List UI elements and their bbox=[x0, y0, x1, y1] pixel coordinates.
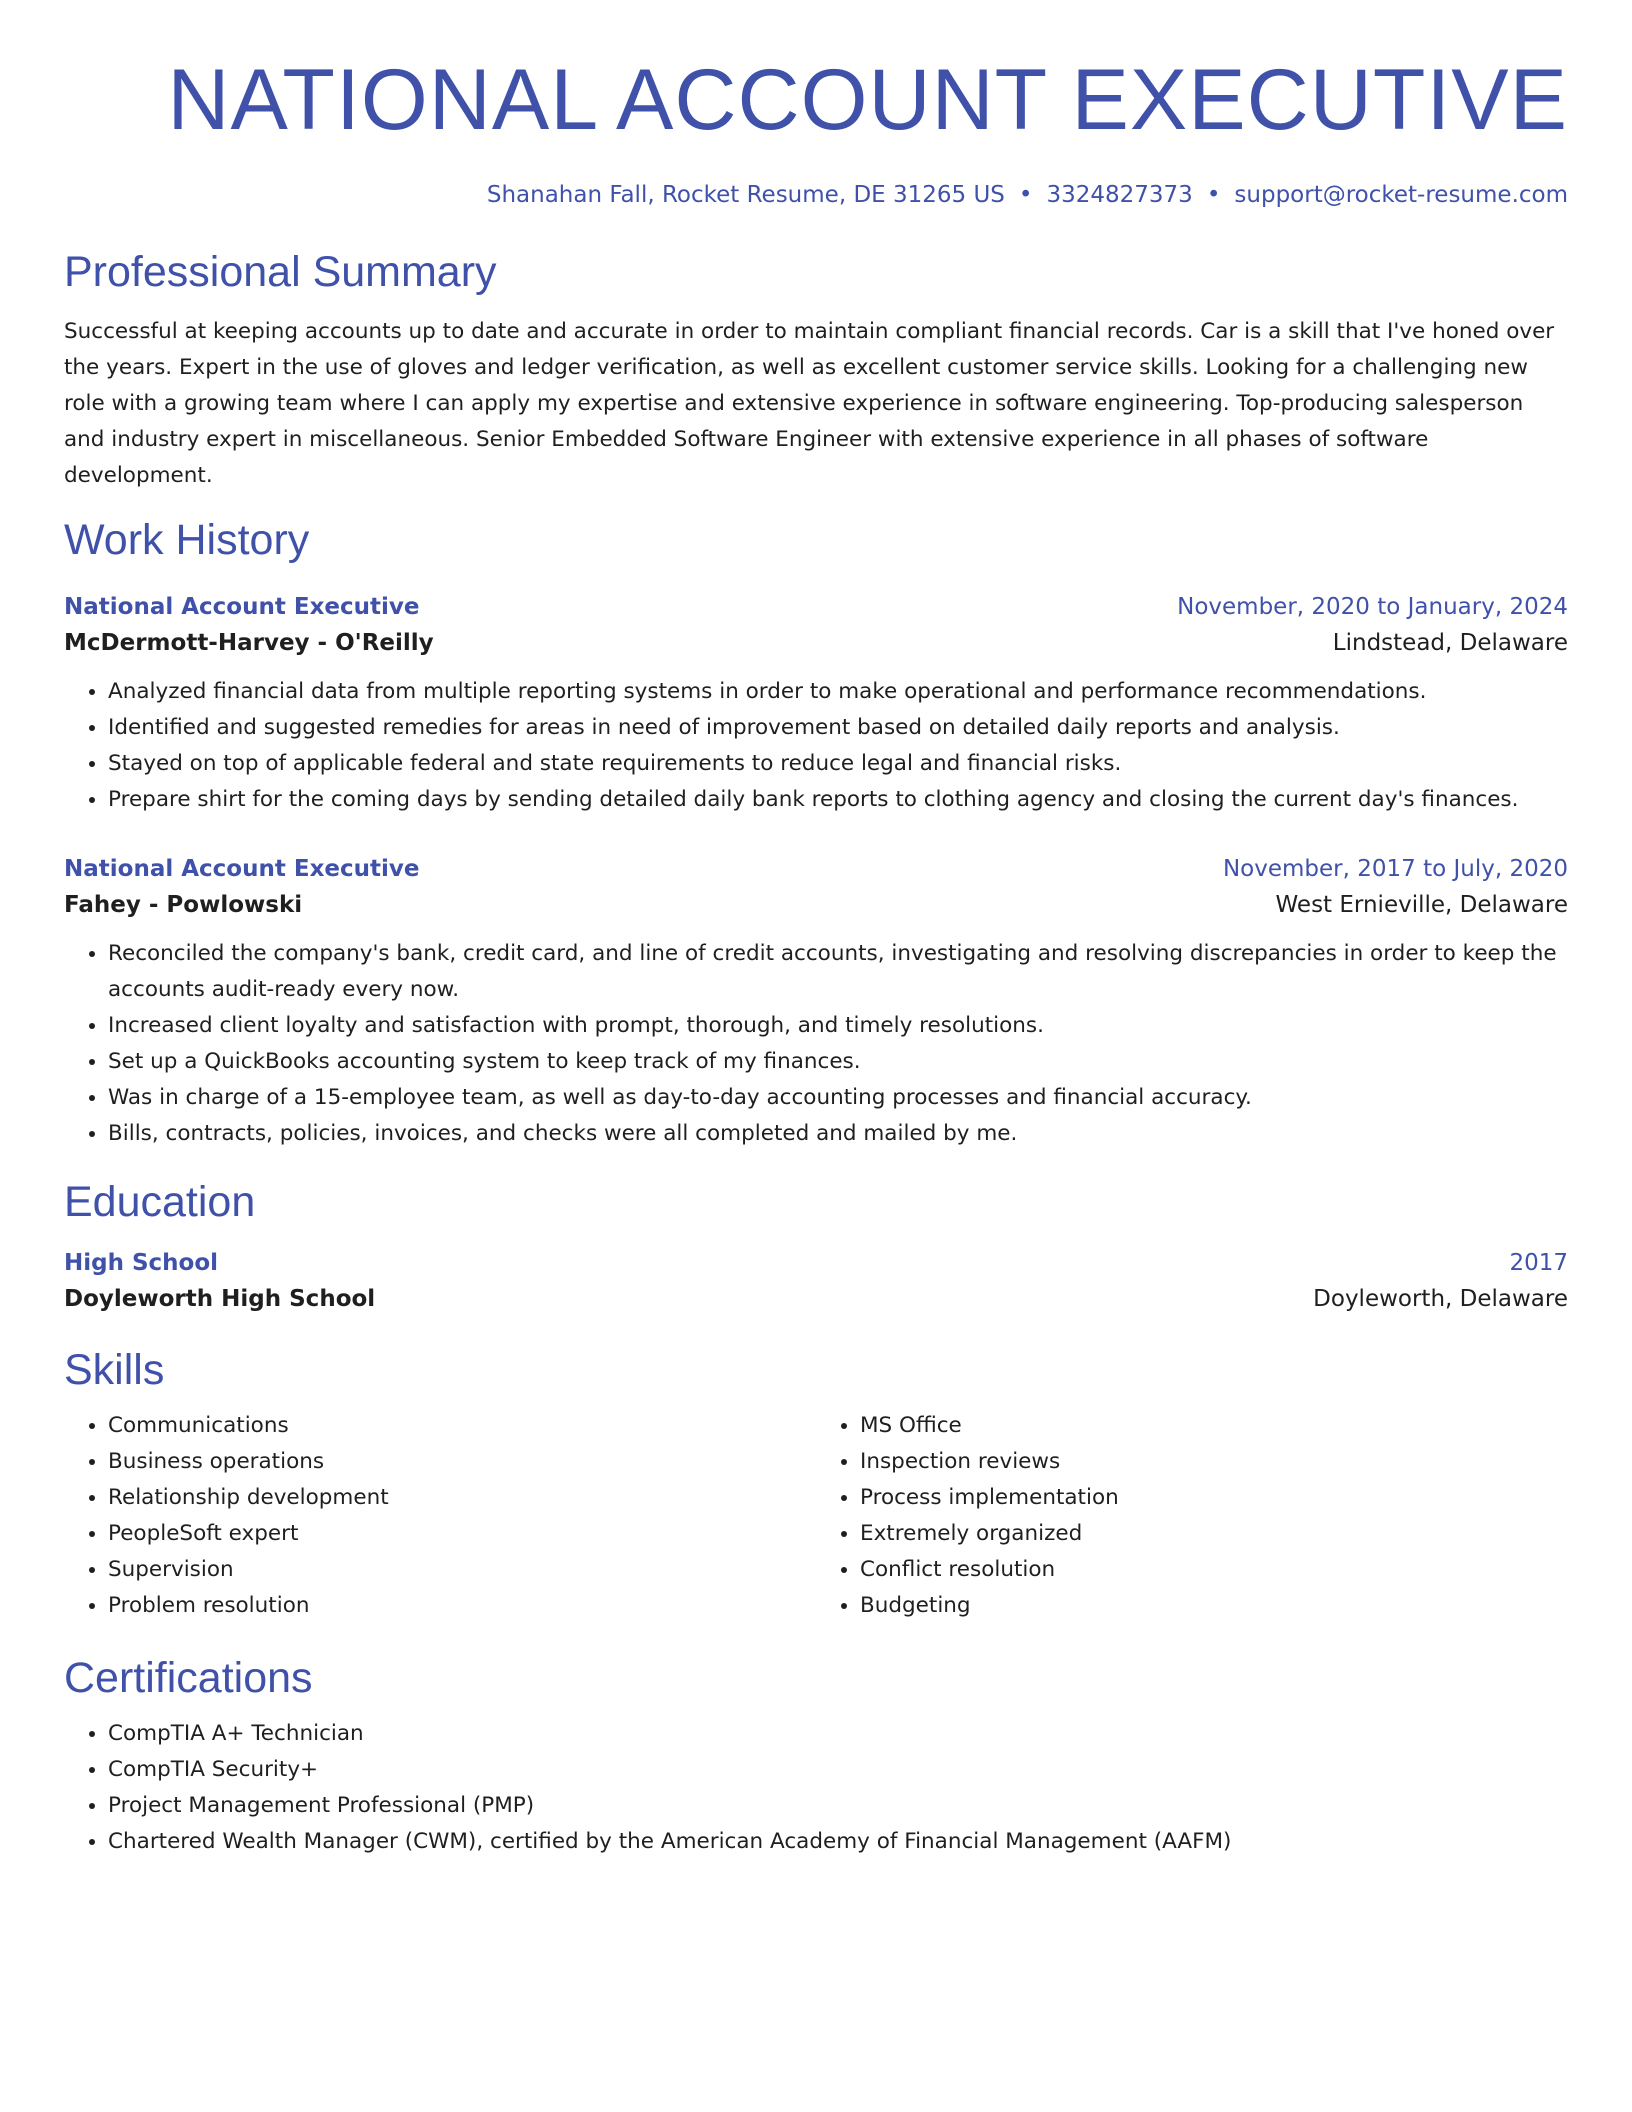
contact-separator: • bbox=[1018, 182, 1033, 208]
list-item: • Stayed on top of applicable federal and state requirements to reduce legal and financial risks. bbox=[108, 746, 1568, 782]
contact-address: Shanahan Fall, Rocket Resume, DE 31265 US bbox=[486, 182, 1005, 208]
list-item: • Relationship development bbox=[108, 1480, 816, 1516]
work-history-heading: Work History bbox=[64, 516, 310, 564]
list-item: • Was in charge of a 15-employee team, as well as day-to-day accounting processes and financial accuracy. bbox=[108, 1080, 1568, 1116]
job-bullet-list bbox=[64, 674, 1568, 818]
contact-email: support@rocket-resume.com bbox=[1234, 182, 1568, 208]
job-dates: November, 2020 to January, 2024 bbox=[1177, 594, 1568, 620]
list-item: • MS Office bbox=[860, 1408, 1568, 1444]
education-heading: Education bbox=[64, 1178, 256, 1226]
summary-text: Successful at keeping accounts up to date and accurate in order to maintain compliant financial records. Car is a skill that I've honed over the years. Expert in the use of gloves and ledger verification, as well as excellent customer service skills. Looking for a challenging new role with a growing team where I can apply my expertise and extensive experience in software engineering. Top-producing salesperson and industry expert in miscellaneous. Senior Embedded Software Engineer with extensive experience in all phases of software development. bbox=[64, 319, 1555, 488]
list-item: • Conflict resolution bbox=[860, 1552, 1568, 1588]
job-title-heading: NATIONAL ACCOUNT EXECUTIVE bbox=[167, 52, 1568, 148]
education-header-row bbox=[64, 1246, 1568, 1280]
list-item: • Increased client loyalty and satisfaction with prompt, thorough, and timely resolutions. bbox=[108, 1008, 1568, 1044]
list-item: • Bills, contracts, policies, invoices, and checks were all completed and mailed by me. bbox=[108, 1116, 1568, 1152]
contact-separator: • bbox=[1206, 182, 1221, 208]
job-company: Fahey - Powlowski bbox=[64, 892, 303, 918]
list-item: • CompTIA A+ Technician bbox=[108, 1716, 1568, 1752]
resume-header bbox=[64, 0, 1568, 210]
list-item: • Analyzed financial data from multiple reporting systems in order to make operational and performance recommendations. bbox=[108, 674, 1568, 710]
list-item: • Process implementation bbox=[860, 1480, 1568, 1516]
skills-list-right bbox=[816, 1408, 1568, 1624]
certifications-heading: Certifications bbox=[64, 1654, 313, 1702]
list-item: • Reconciled the company's bank, credit card, and line of credit accounts, investigating and resolving discrepancies in order to keep the accounts audit-ready every now. bbox=[108, 936, 1568, 1008]
job-company: McDermott-Harvey - O'Reilly bbox=[64, 630, 434, 656]
job-location: Lindstead, Delaware bbox=[1332, 630, 1568, 656]
skills-columns bbox=[64, 1408, 1568, 1624]
list-item: • Problem resolution bbox=[108, 1588, 816, 1624]
job-dates: November, 2017 to July, 2020 bbox=[1222, 856, 1568, 882]
list-item: • PeopleSoft expert bbox=[108, 1516, 816, 1552]
skills-heading: Skills bbox=[64, 1346, 165, 1394]
list-item: • Identified and suggested remedies for areas in need of improvement based on detailed daily reports and analysis. bbox=[108, 710, 1568, 746]
education-entry bbox=[64, 1246, 1568, 1318]
list-item: • Extremely organized bbox=[860, 1516, 1568, 1552]
job-bullet-list bbox=[64, 936, 1568, 1152]
list-item: • CompTIA Security+ bbox=[108, 1752, 1568, 1788]
job-role: National Account Executive bbox=[64, 856, 420, 882]
summary-heading: Professional Summary bbox=[64, 248, 497, 296]
job-header-row bbox=[64, 852, 1568, 886]
list-item: • Project Management Professional (PMP) bbox=[108, 1788, 1568, 1824]
education-school: Doyleworth High School bbox=[64, 1286, 376, 1312]
list-item: • Business operations bbox=[108, 1444, 816, 1480]
skills-list-left bbox=[64, 1408, 816, 1624]
contact-phone: 3324827373 bbox=[1046, 182, 1193, 208]
list-item: • Supervision bbox=[108, 1552, 816, 1588]
list-item: • Budgeting bbox=[860, 1588, 1568, 1624]
job-role: National Account Executive bbox=[64, 594, 420, 620]
job-location: West Ernieville, Delaware bbox=[1275, 892, 1568, 918]
job-company-row bbox=[64, 886, 1568, 924]
job-company-row bbox=[64, 624, 1568, 662]
job-entry bbox=[64, 590, 1568, 818]
contact-line bbox=[64, 180, 1568, 210]
education-degree: High School bbox=[64, 1250, 219, 1276]
job-header-row bbox=[64, 590, 1568, 624]
education-school-row bbox=[64, 1280, 1568, 1318]
certifications-list bbox=[64, 1716, 1568, 1860]
list-item: • Set up a QuickBooks accounting system to keep track of my finances. bbox=[108, 1044, 1568, 1080]
list-item: • Communications bbox=[108, 1408, 816, 1444]
job-entry bbox=[64, 852, 1568, 1152]
list-item: • Chartered Wealth Manager (CWM), certified by the American Academy of Financial Management (AAFM) bbox=[108, 1824, 1568, 1860]
list-item: • Prepare shirt for the coming days by sending detailed daily bank reports to clothing agency and closing the current day's finances. bbox=[108, 782, 1568, 818]
education-year: 2017 bbox=[1509, 1250, 1568, 1276]
education-location: Doyleworth, Delaware bbox=[1313, 1286, 1568, 1312]
list-item: • Inspection reviews bbox=[860, 1444, 1568, 1480]
